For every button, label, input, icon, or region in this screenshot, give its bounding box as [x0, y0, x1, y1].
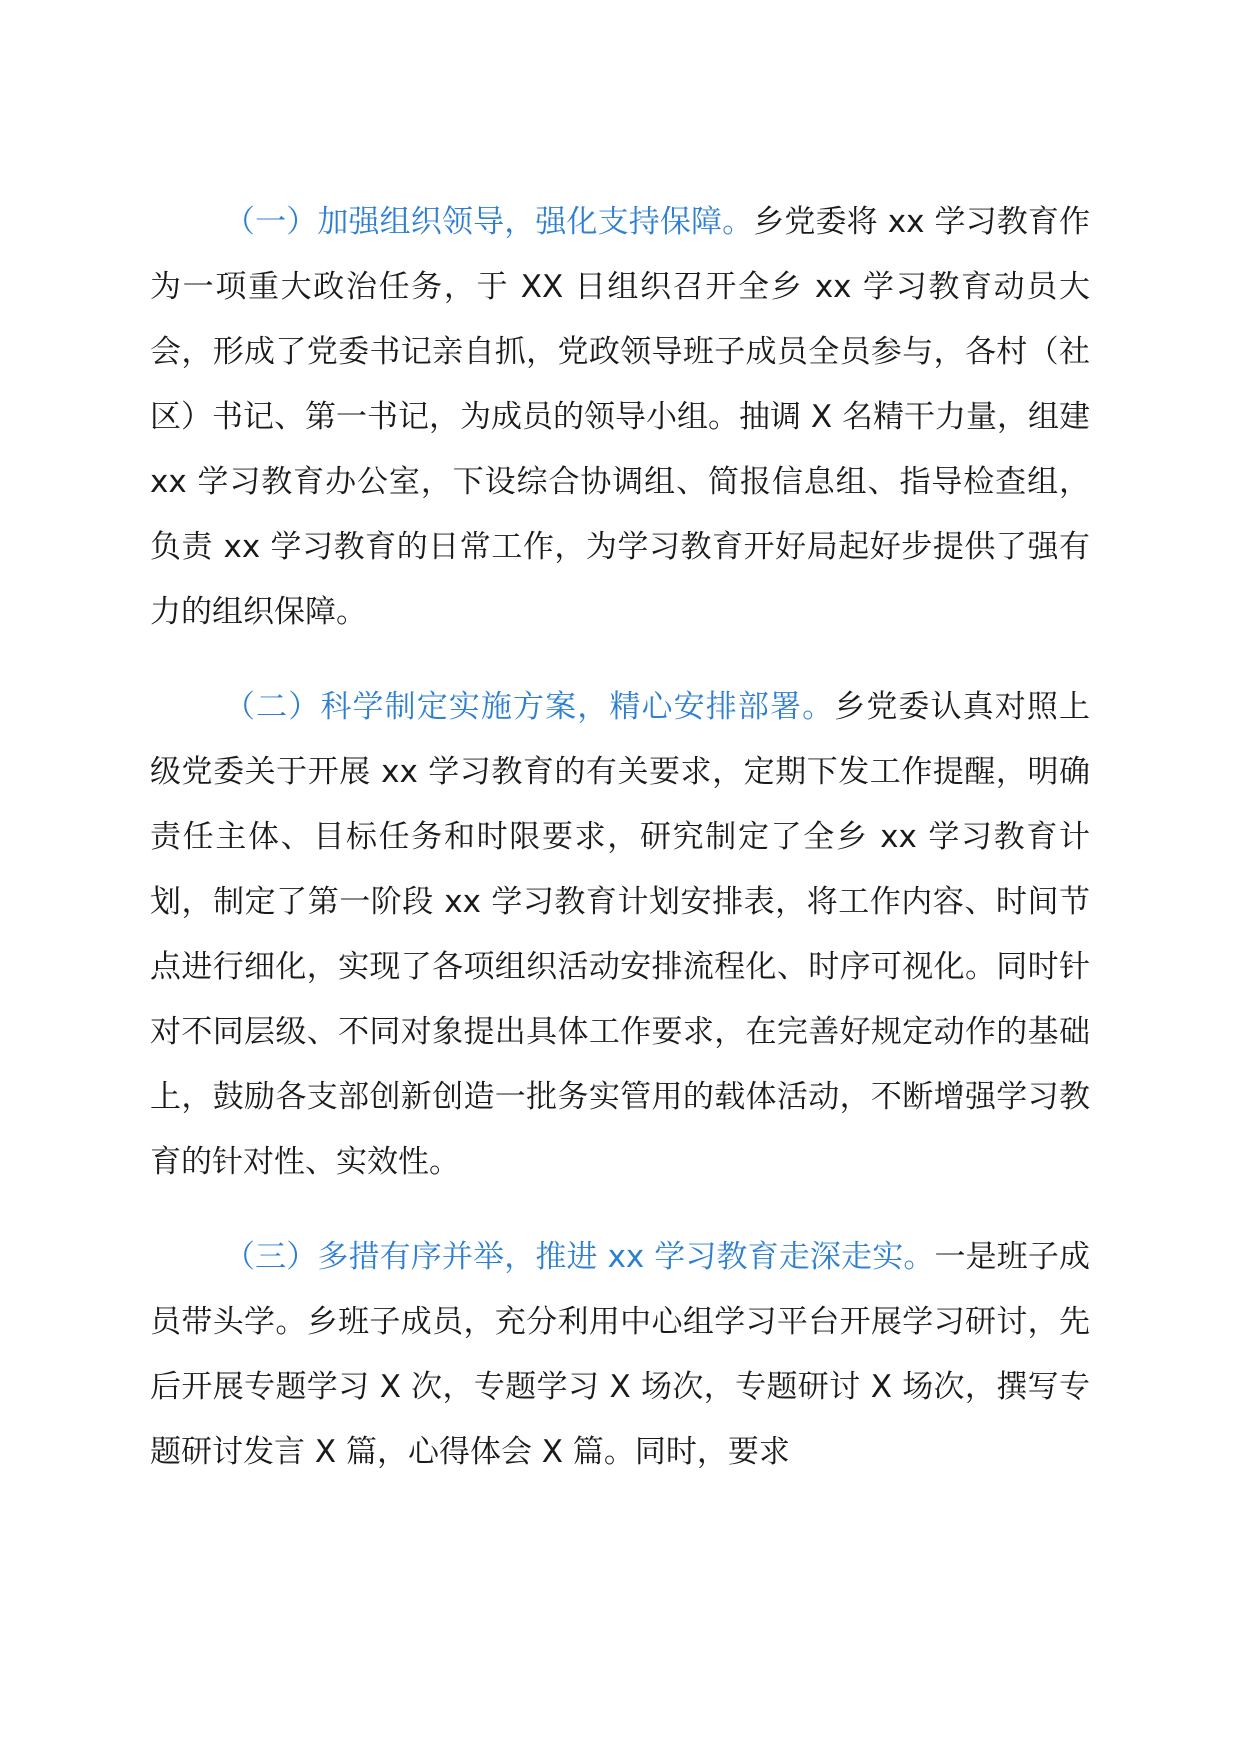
- paragraph-1-heading: （一）加强组织领导，强化支持保障。: [224, 204, 754, 240]
- paragraph-2-body: 乡党委认真对照上级党委关于开展 xx 学习教育的有关要求，定期下发工作提醒，明确责任主体、目标任务和时限要求，研究制定了全乡 xx 学习教育计划，制定了第一阶段 xx 学习教育计划安排表，将工作内容、时间节点进行细化，实现了各项组织活动安排流程化、时序可视化。同时针对不同层级、不同对象提出具体工作要求，在完善好规定动作的基础上，鼓励各支部创新创造一批务实管用的载体活动，不断增强学习教育的针对性、实效性。: [150, 689, 1091, 1180]
- paragraph-1-body: 乡党委将 xx 学习教育作为一项重大政治任务，于 XX 日组织召开全乡 xx 学习教育动员大会，形成了党委书记亲自抓，党政领导班子成员全员参与，各村（社区）书记、第一书记，为成员的领导小组。抽调 X 名精干力量，组建 xx 学习教育办公室，下设综合协调组、简报信息组、指导检查组，负责 xx 学习教育的日常工作，为学习教育开好局起好步提供了强有力的组织保障。: [150, 204, 1090, 630]
- paragraph-2: [150, 675, 1090, 1195]
- paragraph-3-body: 一是班子成员带头学。乡班子成员，充分利用中心组学习平台开展学习研讨，先后开展专题学习 X 次，专题学习 X 场次，专题研讨 X 场次，撰写专题研讨发言 X 篇，心得体会 X 篇。同时，要求: [150, 1239, 1091, 1470]
- paragraph-1: [150, 190, 1090, 645]
- document-page: [150, 190, 1090, 1515]
- paragraph-3: [150, 1225, 1090, 1485]
- paragraph-2-heading: （二）科学制定实施方案，精心安排部署。: [224, 689, 835, 725]
- paragraph-3-heading: （三）多措有序并举，推进 xx 学习教育走深走实。: [224, 1239, 935, 1275]
